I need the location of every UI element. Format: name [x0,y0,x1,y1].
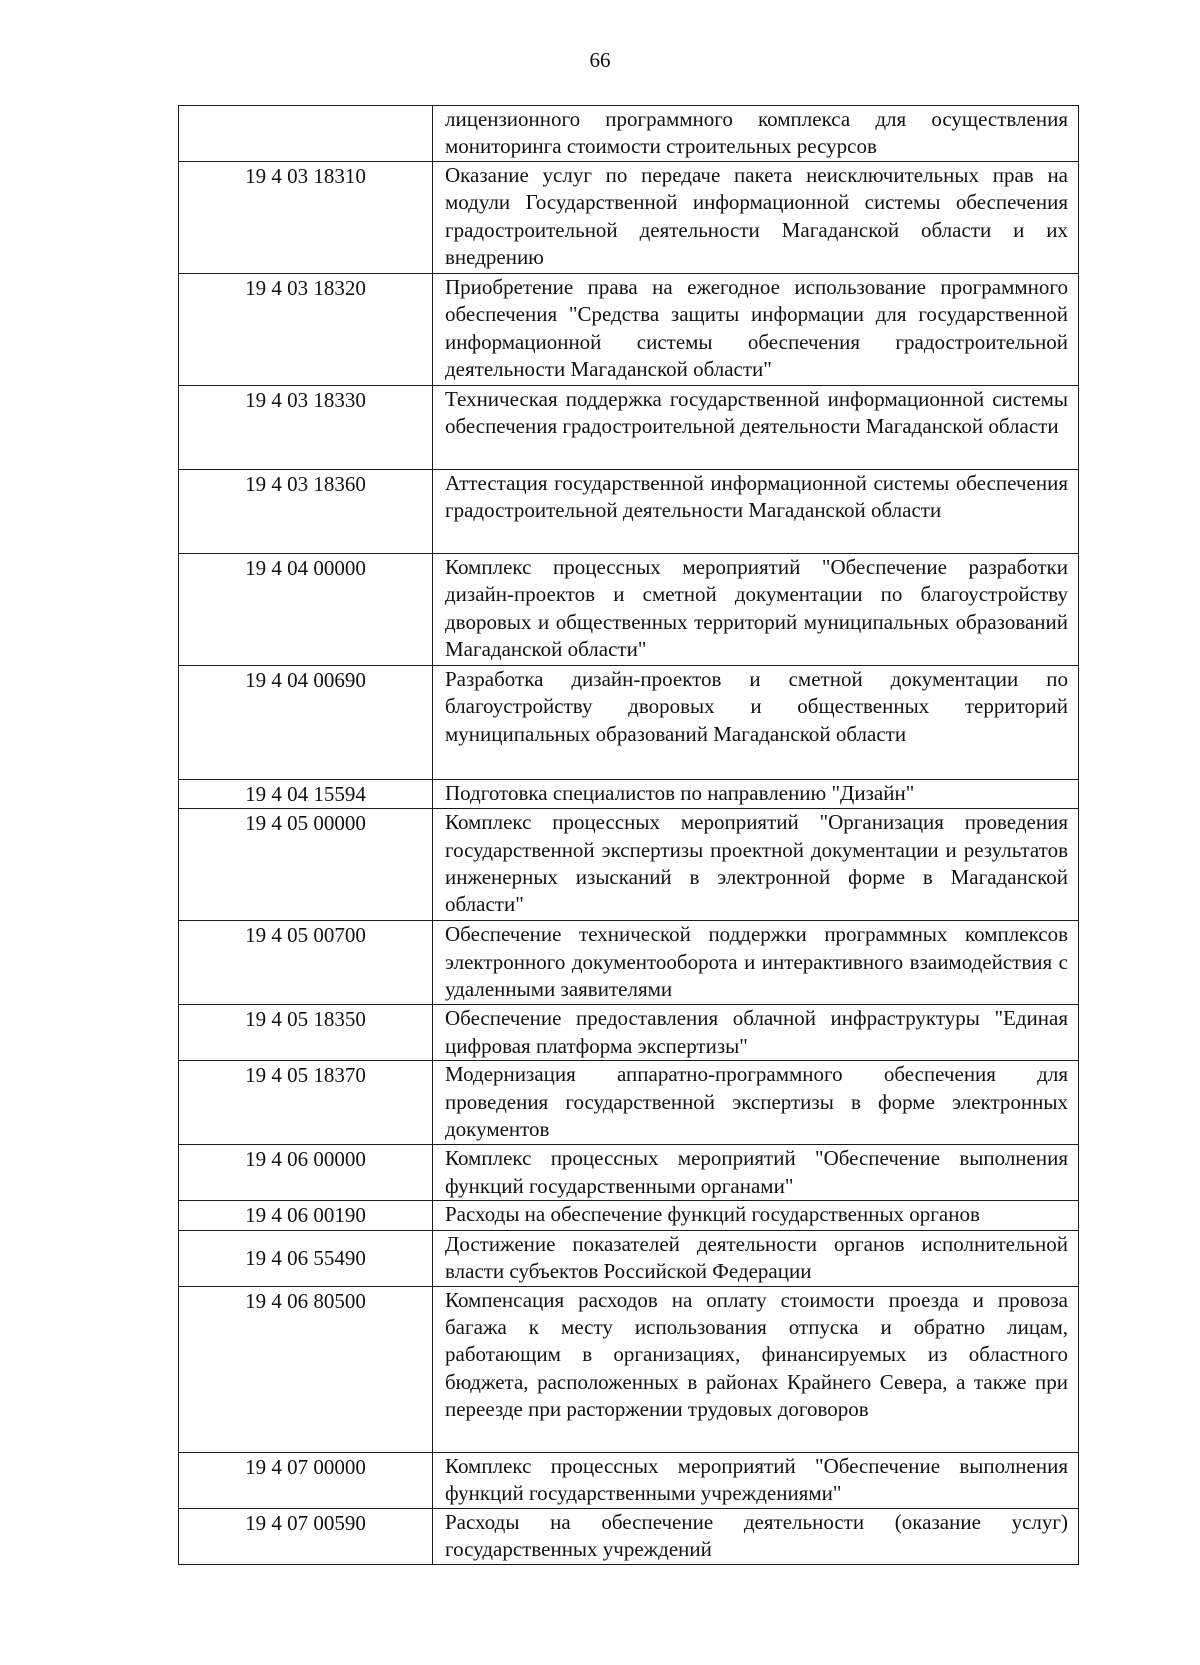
code-cell: 19 4 05 00000 [179,809,433,921]
table-row [179,1452,1079,1508]
code-cell: 19 4 03 18330 [179,385,433,469]
page-number: 66 [589,48,611,72]
code-cell: 19 4 06 00190 [179,1201,433,1230]
table-row [179,809,1079,921]
table-row [179,1201,1079,1230]
description-cell: Расходы на обеспечение деятельности (оказание услуг) государственных учреждений [433,1508,1079,1564]
description-cell: Комплекс процессных мероприятий "Обеспечение выполнения функций государственными органами" [433,1145,1079,1201]
code-cell: 19 4 05 18370 [179,1061,433,1145]
description-cell: Компенсация расходов на оплату стоимости проезда и провоза багажа к месту использования отпуска и обратно лицам, работающим в организациях, финансируемых из областного бюджета, расположенных в районах Крайнего Севера, а также при переезде при расторжении трудовых договоров [433,1286,1079,1452]
table-row [179,1230,1079,1286]
code-cell: 19 4 03 18310 [179,161,433,273]
description-cell: лицензионного программного комплекса для осуществления мониторинга стоимости строительных ресурсов [433,106,1079,162]
description-cell: Обеспечение предоставления облачной инфраструктуры "Единая цифровая платформа экспертизы" [433,1005,1079,1061]
description-cell: Комплекс процессных мероприятий "Организация проведения государственной экспертизы проектной документации и результатов инженерных изысканий в электронной форме в Магаданской области" [433,809,1079,921]
table-row [179,1145,1079,1201]
table-row [179,385,1079,469]
code-cell: 19 4 05 18350 [179,1005,433,1061]
code-cell: 19 4 04 15594 [179,779,433,808]
table-row [179,921,1079,1005]
code-cell [179,106,433,162]
description-cell: Комплекс процессных мероприятий "Обеспечение разработки дизайн-проектов и сметной документации по благоустройству дворовых и общественных территорий муниципальных образований Магаданской области" [433,553,1079,665]
code-cell: 19 4 03 18360 [179,469,433,553]
description-cell: Приобретение права на ежегодное использование программного обеспечения "Средства защиты информации для государственной информационной системы обеспечения градостроительной деятельности Магаданской области" [433,273,1079,385]
code-cell: 19 4 04 00690 [179,665,433,779]
table-row [179,1286,1079,1452]
table-row [179,1508,1079,1564]
code-cell: 19 4 03 18320 [179,273,433,385]
table-row [179,779,1079,808]
description-cell: Модернизация аппаратно-программного обеспечения для проведения государственной экспертизы в форме электронных документов [433,1061,1079,1145]
description-cell: Обеспечение технической поддержки программных комплексов электронного документооборота и интерактивного взаимодействия с удаленными заявителями [433,921,1079,1005]
description-cell: Техническая поддержка государственной информационной системы обеспечения градостроительной деятельности Магаданской области [433,385,1079,469]
description-cell: Оказание услуг по передаче пакета неисключительных прав на модули Государственной информационной системы обеспечения градостроительной деятельности Магаданской области и их внедрению [433,161,1079,273]
description-cell: Расходы на обеспечение функций государственных органов [433,1201,1079,1230]
table-row [179,665,1079,779]
code-cell: 19 4 05 00700 [179,921,433,1005]
description-cell: Подготовка специалистов по направлению "Дизайн" [433,779,1079,808]
description-cell: Разработка дизайн-проектов и сметной документации по благоустройству дворовых и общественных территорий муниципальных образований Магаданской области [433,665,1079,779]
description-cell: Комплекс процессных мероприятий "Обеспечение выполнения функций государственными учреждениями" [433,1452,1079,1508]
code-cell: 19 4 06 55490 [179,1230,433,1286]
description-cell: Достижение показателей деятельности органов исполнительной власти субъектов Российской Федерации [433,1230,1079,1286]
code-cell: 19 4 07 00590 [179,1508,433,1564]
table-row [179,553,1079,665]
code-cell: 19 4 06 00000 [179,1145,433,1201]
code-cell: 19 4 06 80500 [179,1286,433,1452]
code-cell: 19 4 04 00000 [179,553,433,665]
table-row [179,1005,1079,1061]
code-cell: 19 4 07 00000 [179,1452,433,1508]
table-row [179,106,1079,162]
table-row [179,161,1079,273]
description-cell: Аттестация государственной информационной системы обеспечения градостроительной деятельности Магаданской области [433,469,1079,553]
table-row [179,469,1079,553]
budget-code-table [178,105,1079,1565]
table-row [179,273,1079,385]
table-row [179,1061,1079,1145]
